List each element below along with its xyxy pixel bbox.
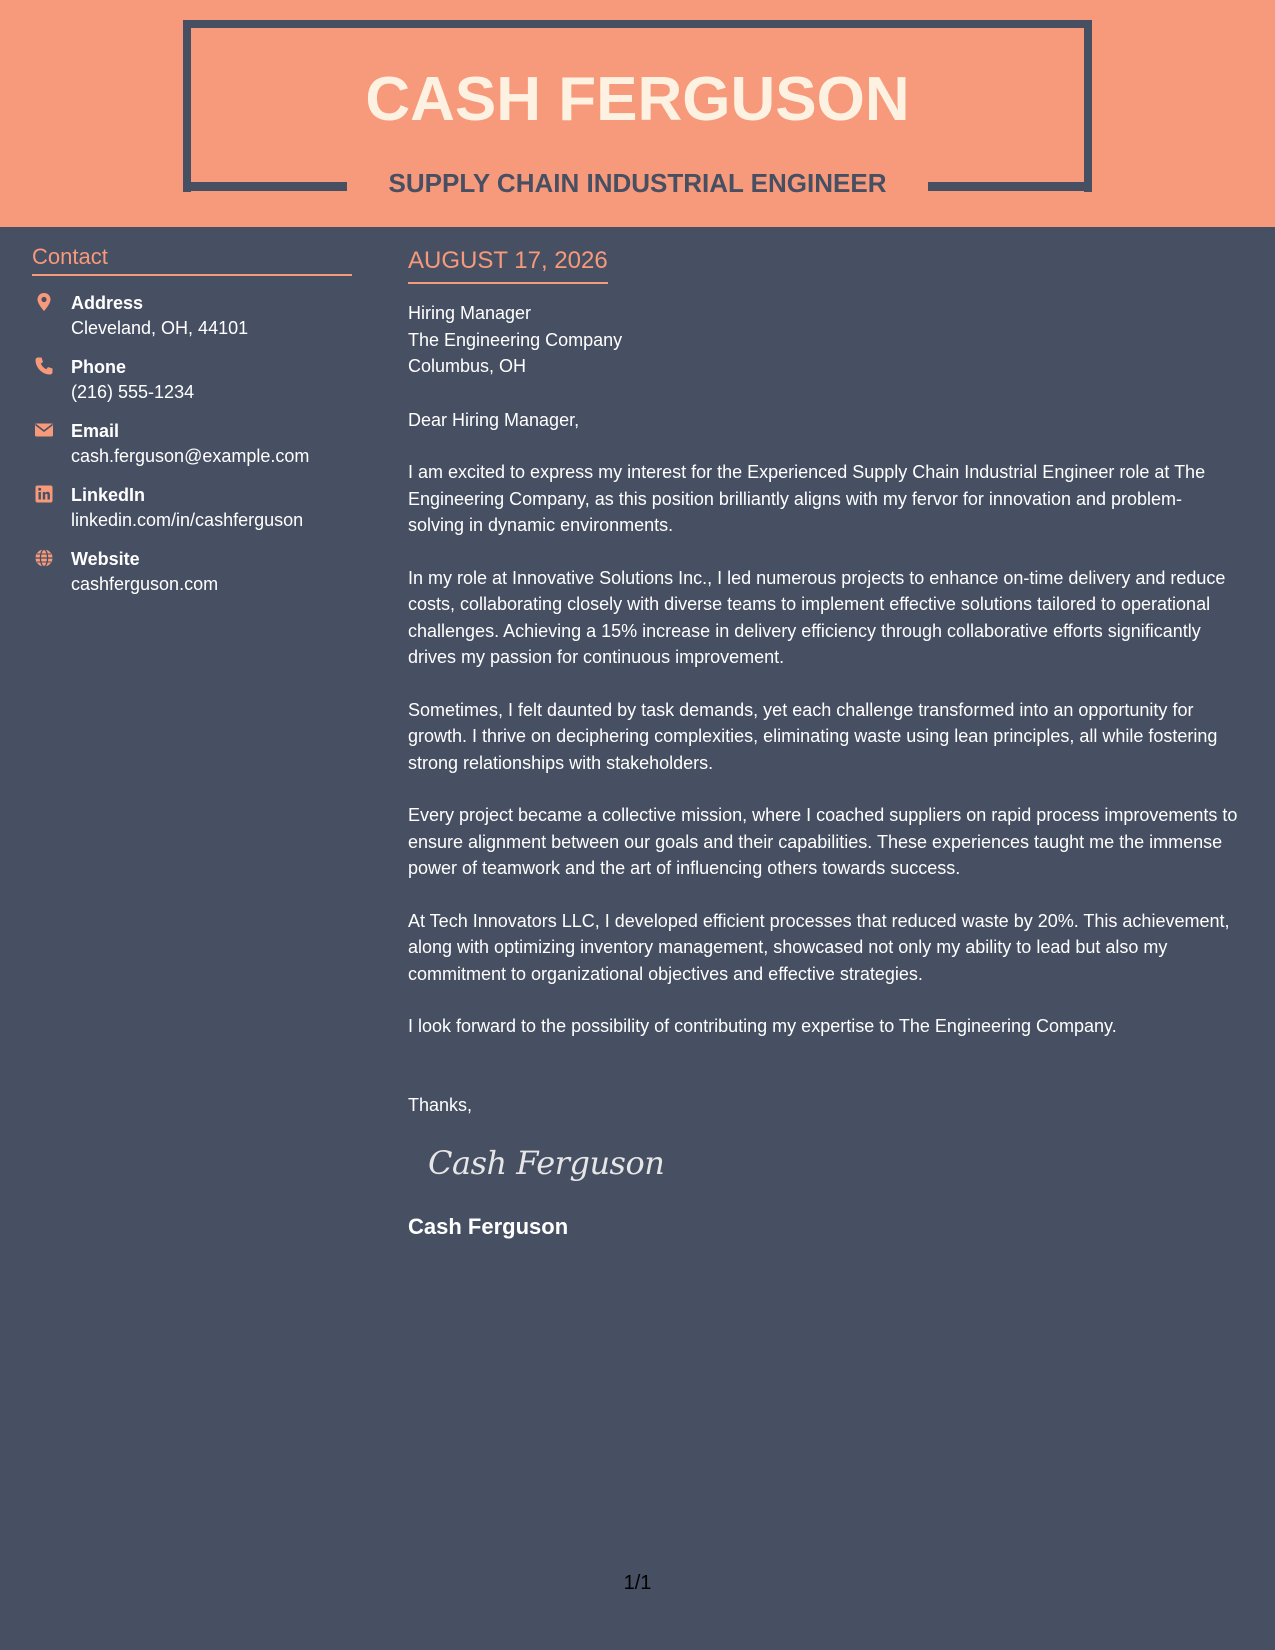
letter-paragraph: I am excited to express my interest for the Experienced Supply Chain Industrial Engineer role at The Engineering Company, as this position brilliantly aligns with my fervor for innovation and problem-solving in dynamic environments.	[408, 462, 1206, 535]
letter-paragraph: At Tech Innovators LLC, I developed efficient processes that reduced waste by 20%. This achievement, along with optimizing inventory management, showcased not only my ability to lead but also my commitment to organizational objectives and effective strategies.	[408, 910, 1230, 984]
contact-linkedin	[32, 482, 352, 532]
contact-label: Phone	[71, 357, 127, 377]
recipient-block	[408, 300, 1238, 380]
header-frame-bottom-right	[928, 182, 1092, 191]
contact-label: Address	[71, 293, 144, 313]
contact-value: (216) 555-1234	[71, 382, 195, 402]
recipient-line: Columbus, OH	[408, 356, 527, 376]
contact-value: linkedin.com/in/cashferguson	[71, 510, 304, 530]
letter-date: AUGUST 17, 2026	[408, 244, 608, 284]
recipient-line: The Engineering Company	[408, 329, 623, 350]
letter-paragraph: Every project became a collective mission, where I coached suppliers on rapid process improvements to ensure alignment between our goals and their capabilities. These experiences taught me the immense power of teamwork and the art of influencing others towards success.	[408, 805, 1238, 878]
candidate-name: CASH FERGUSON	[365, 65, 910, 134]
recipient-line: Hiring Manager	[408, 303, 532, 323]
page-number: 1/1	[623, 1572, 652, 1594]
salutation: Dear Hiring Manager,	[408, 409, 580, 430]
header-frame-bottom-left	[183, 182, 347, 191]
contact-heading: Contact	[32, 242, 352, 276]
header-band	[0, 0, 1275, 227]
contact-value: Cleveland, OH, 44101	[71, 318, 249, 338]
letter-paragraph: Sometimes, I felt daunted by task demands, yet each challenge transformed into an opportunity for growth. I thrive on deciphering complexities, eliminating waste using lean principles, all while fostering strong relationships with stakeholders.	[408, 699, 1218, 773]
contact-phone	[32, 354, 352, 404]
globe-icon	[34, 548, 54, 568]
signed-name: Cash Ferguson	[408, 1214, 569, 1239]
closing: Thanks,	[408, 1094, 473, 1115]
contact-address	[32, 290, 352, 340]
job-title: SUPPLY CHAIN INDUSTRIAL ENGINEER	[388, 168, 887, 198]
letter-paragraph: I look forward to the possibility of contributing my expertise to The Engineering Company.	[408, 1016, 1117, 1036]
contact-value: cash.ferguson@example.com	[71, 446, 310, 466]
letter-body	[408, 244, 1238, 1242]
contact-label: LinkedIn	[71, 485, 146, 505]
contact-label: Email	[71, 421, 120, 441]
contact-label: Website	[71, 549, 140, 569]
handwritten-signature: Cash Ferguson	[428, 1144, 665, 1182]
contact-email	[32, 418, 352, 468]
contact-value: cashferguson.com	[71, 574, 219, 594]
phone-icon	[34, 356, 54, 376]
envelope-icon	[34, 420, 54, 440]
contact-sidebar	[32, 242, 352, 596]
location-pin-icon	[34, 292, 54, 312]
contact-website	[32, 546, 352, 596]
linkedin-icon	[34, 484, 54, 504]
letter-paragraph: In my role at Innovative Solutions Inc., I led numerous projects to enhance on-time delivery and reduce costs, collaborating closely with diverse teams to implement effective solutions tailored to operational challenges. Achieving a 15% increase in delivery efficiency through collaborative efforts significantly drives my passion for continuous improvement.	[408, 567, 1226, 667]
